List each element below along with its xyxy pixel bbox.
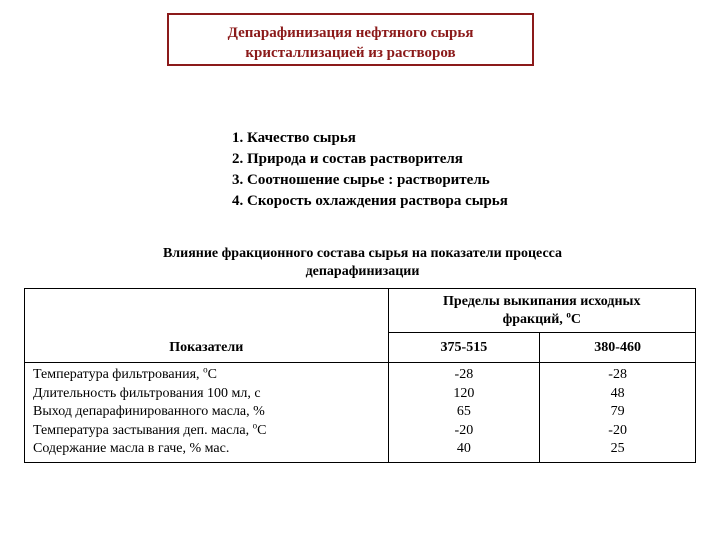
caption-line-2: депарафинизации: [305, 264, 420, 279]
values-380-460: [540, 363, 696, 463]
header-boiling-range: [388, 289, 696, 333]
value-cell: -20: [608, 422, 627, 438]
indicator-row: Температура застывания деп. масла, $^о$С: [33, 420, 267, 438]
factor-item: 1. Качество сырья: [232, 130, 356, 146]
celsius-label: С: [570, 311, 581, 327]
indicator-row: Длительность фильтрования 100 мл, с: [33, 385, 261, 401]
value-cell: 120: [453, 385, 475, 401]
value-cell: -20: [454, 422, 474, 438]
factors-list: [232, 128, 508, 212]
caption-line-1: Влияние фракционного состава сырья на показатели процесса: [162, 246, 563, 261]
degree-sup: о: [566, 308, 571, 319]
table-caption: [120, 245, 605, 281]
factor-item: 4. Скорость охлаждения раствора сырья: [232, 193, 508, 209]
indicator-row: Температура фильтрования, $^о$С: [33, 364, 217, 383]
title-line-2: кристаллизацией из растворов: [245, 45, 456, 61]
column-header-375-515: 375-515: [388, 333, 540, 363]
header-group-line-1: Пределы выкипания исходных: [443, 293, 641, 309]
indicator-row: Выход депарафинированного масла, %: [33, 404, 265, 420]
indicator-row: Содержание масла в гаче, % мас.: [33, 441, 230, 457]
data-table: [24, 288, 696, 463]
column-header-380-460: 380-460: [540, 333, 696, 363]
value-cell: 65: [456, 404, 471, 420]
value-cell: 40: [456, 441, 471, 457]
header-indicators: Показатели: [25, 289, 389, 363]
value-cell: 25: [610, 441, 625, 457]
header-group-line-2: фракций,: [502, 311, 567, 327]
indicator-names: [25, 363, 389, 463]
values-375-515: [388, 363, 540, 463]
value-cell: 79: [610, 404, 625, 420]
title-line-1: Депарафинизация нефтяного сырья: [227, 25, 474, 41]
factor-item: 3. Соотношение сырье : растворитель: [232, 172, 490, 188]
factor-item: 2. Природа и состав растворителя: [232, 151, 463, 167]
value-cell: -28: [608, 367, 627, 383]
value-cell: 48: [610, 385, 625, 401]
title-box: [167, 13, 534, 66]
value-cell: -28: [454, 367, 474, 383]
